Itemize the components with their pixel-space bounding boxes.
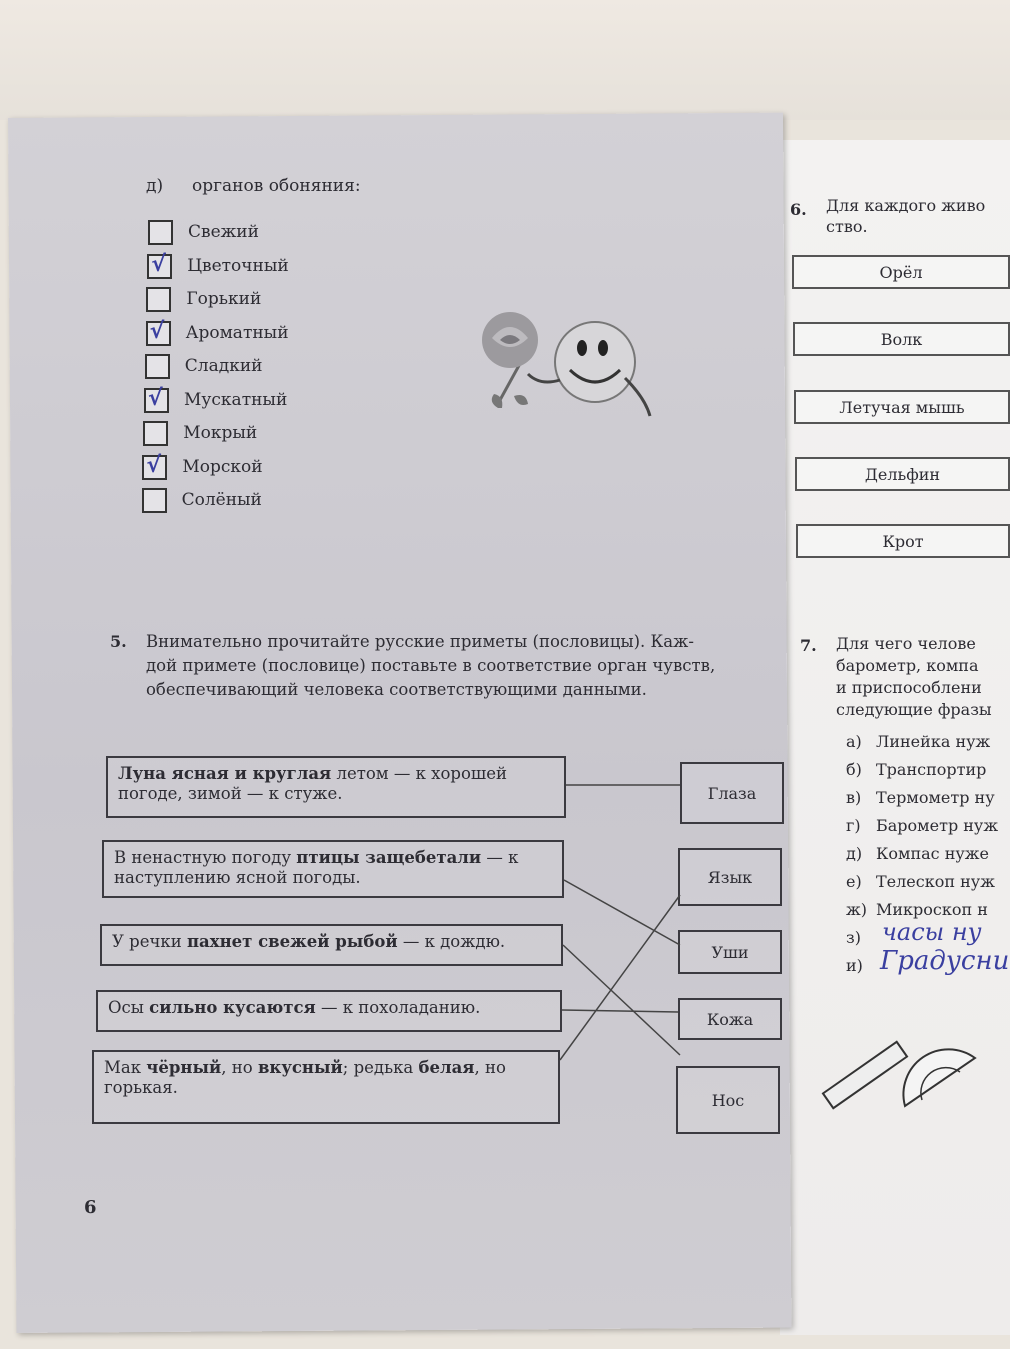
proverb-1-bold: Луна ясная и круглая — [118, 764, 332, 783]
task7-line-1: Для чего челове — [836, 634, 976, 653]
task7-number: 7. — [800, 636, 817, 655]
task5-line-3: обеспечивающий человека соответствующими данными. — [146, 680, 647, 699]
task7-item-text: Линейка нуж — [876, 732, 991, 751]
checkmark-icon: √ — [151, 251, 166, 277]
task7-item-label: е) — [846, 872, 862, 891]
task7-item-text: Транспортир — [876, 760, 987, 779]
checkbox-label-4: Ароматный — [185, 322, 289, 343]
checkmark-icon: √ — [146, 452, 162, 478]
checkbox-label-3: Горький — [186, 289, 262, 309]
animal-box-eagle: Орёл — [792, 255, 1010, 289]
proverb-5-pre: Мак — [104, 1058, 147, 1077]
task7-item-text: Микроскоп н — [876, 900, 988, 919]
animal-box-bat: Летучая мышь — [794, 390, 1010, 424]
checkmark-icon: √ — [149, 318, 165, 344]
task7-item-label: и) — [846, 956, 863, 975]
proverb-3-pre: У речки — [112, 932, 187, 951]
proverb-2-pre: В ненастную погоду — [114, 848, 297, 867]
proverb-4-rest: — к похоладанию. — [315, 998, 481, 1017]
task7-item-label: д) — [846, 844, 863, 863]
task7-item-label: б) — [846, 760, 862, 779]
proverb-3-rest: — к дождю. — [397, 932, 506, 951]
proverb-5-mid: , но — [221, 1058, 258, 1077]
proverb-5-rest: , но горькая. — [104, 1058, 506, 1097]
checkbox-label-2: Цветочный — [187, 255, 289, 276]
task7-item-text: Телескоп нуж — [876, 872, 995, 891]
animal-box-wolf: Волк — [793, 322, 1010, 356]
ruler-icon — [823, 1042, 907, 1108]
task7-item-label: ж) — [846, 900, 867, 919]
proverb-4-pre: Осы — [108, 998, 150, 1017]
page-number: 6 — [84, 1197, 97, 1218]
proverb-3-bold: пахнет свежей рыбой — [186, 932, 398, 951]
task5-number: 5. — [110, 632, 127, 651]
protractor-icon — [903, 1049, 975, 1106]
proverb-2-rest: — к наступлению ясной погоды. — [114, 848, 519, 887]
task7-item-label: г) — [846, 816, 861, 835]
task6-number: 6. — [790, 200, 807, 219]
proverb-5-bold2: вкусный — [257, 1058, 343, 1077]
task7-item-label: а) — [846, 732, 862, 751]
checkbox-label-8: Морской — [182, 456, 263, 477]
proverb-4-bold: сильно кусаются — [149, 998, 316, 1017]
task6-line-1: Для каждого живо — [826, 196, 986, 215]
section-d-title: органов обоняния: — [192, 176, 361, 196]
checkmark-icon: √ — [148, 385, 163, 411]
sense-box-ears: Уши — [678, 930, 782, 974]
sense-box-tongue: Язык — [678, 848, 782, 906]
proverb-1-rest: летом — к хорошей погоде, зимой — к стуже. — [118, 764, 508, 803]
tools-illustration — [810, 1026, 1010, 1126]
checkbox-label-7: Мокрый — [183, 423, 258, 443]
task7-item-text: Компас нуже — [876, 844, 989, 863]
animal-box-dolphin: Дельфин — [795, 457, 1010, 491]
match-line-5 — [560, 895, 680, 1060]
task5-line-1: Внимательно прочитайте русские приметы (пословицы). Каж- — [146, 632, 694, 651]
match-line-2 — [564, 880, 680, 945]
task7-item-text: Термометр ну — [876, 788, 995, 807]
checkbox-label-9: Солёный — [181, 490, 262, 510]
sense-box-skin: Кожа — [678, 998, 782, 1040]
checkbox-label-1: Свежий — [188, 222, 259, 242]
proverb-2-bold: птицы защебетали — [296, 848, 482, 867]
match-line-4 — [562, 1010, 678, 1012]
proverb-5-bold3: белая — [418, 1058, 475, 1077]
task5-line-2: дой примете (пословице) поставьте в соответствие орган чувств, — [146, 656, 716, 675]
sense-box-nose: Нос — [676, 1066, 780, 1134]
task7-line-4: следующие фразы — [836, 700, 992, 719]
proverb-5-bold: чёрный — [146, 1058, 222, 1077]
task7-line-2: барометр, компа — [836, 656, 979, 675]
task7-item-label: з) — [846, 928, 861, 947]
task6-line-2: ство. — [826, 217, 868, 236]
animal-box-mole: Крот — [796, 524, 1010, 558]
handwriting-z: часы ну — [882, 918, 982, 946]
checkbox-label-6: Мускатный — [184, 389, 288, 410]
sense-box-eyes: Глаза — [680, 762, 784, 824]
task7-line-3: и приспособлени — [836, 678, 982, 697]
checkbox-label-5: Сладкий — [184, 356, 263, 376]
match-line-3 — [563, 945, 680, 1055]
task7-item-label: в) — [846, 788, 862, 807]
proverb-5-mid2: ; редька — [342, 1058, 419, 1077]
handwriting-i: Градусни — [880, 946, 1010, 976]
section-d-label: д) — [146, 176, 164, 196]
task7-item-text: Барометр нуж — [876, 816, 999, 835]
